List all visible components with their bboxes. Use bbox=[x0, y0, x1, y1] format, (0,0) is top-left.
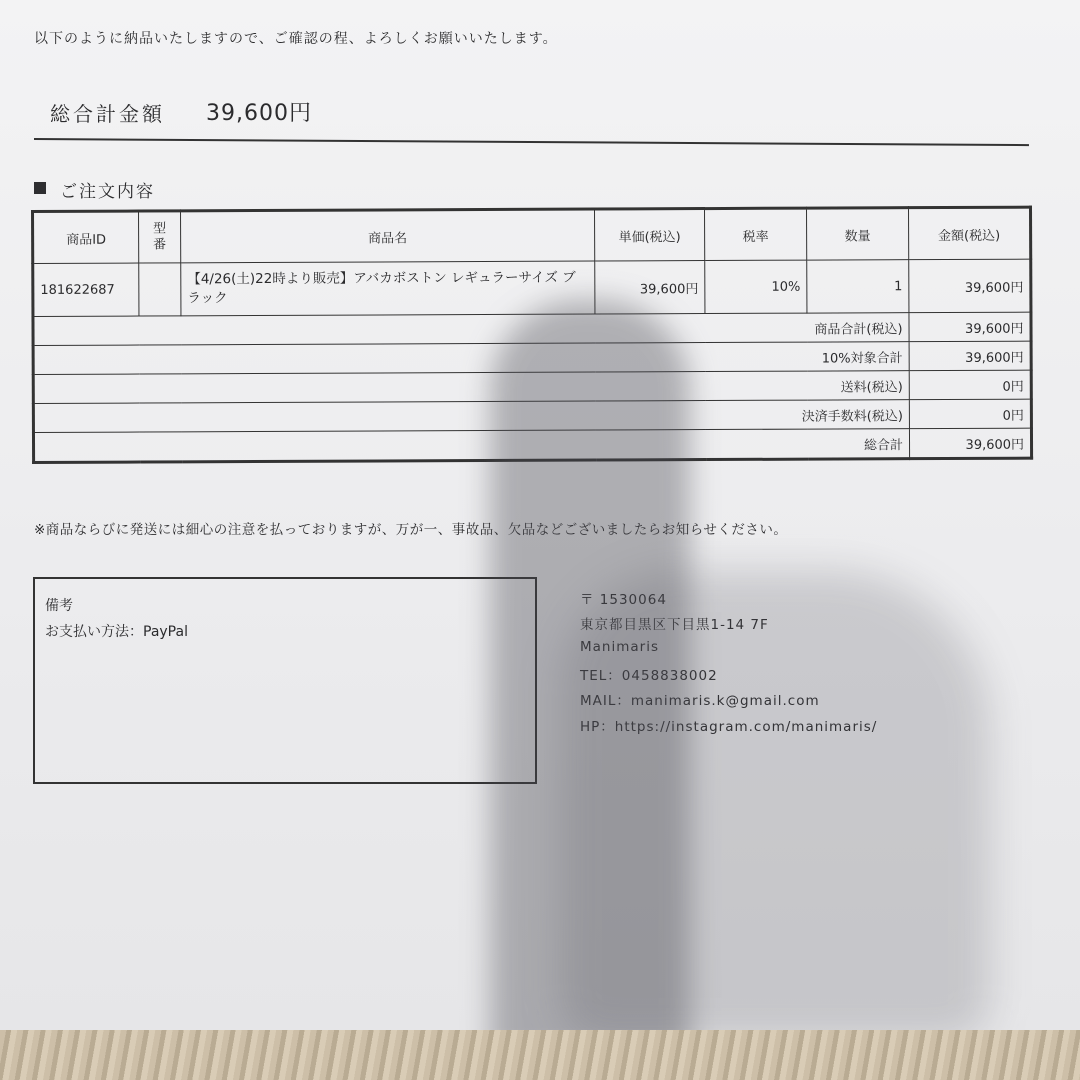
summary-value: 39,600円 bbox=[909, 428, 1031, 459]
header-model: 型番 bbox=[139, 211, 181, 263]
street-address: 東京都目黒区下目黒1-14 7F bbox=[580, 617, 769, 633]
email: MAIL：manimaris.k@gmail.com bbox=[580, 693, 820, 709]
grand-total-label: 総合計金額 bbox=[50, 102, 165, 126]
header-amount: 金額(税込) bbox=[908, 207, 1030, 260]
summary-label: 決済手数料(税込) bbox=[33, 400, 909, 433]
company-name: Manimaris bbox=[580, 639, 659, 655]
summary-value: 0円 bbox=[909, 399, 1031, 429]
telephone: TEL：0458838002 bbox=[580, 668, 718, 684]
summary-label: 10%対象合計 bbox=[33, 342, 909, 375]
cell-unit-price: 39,600円 bbox=[595, 261, 705, 314]
carpet-background bbox=[0, 1030, 1080, 1080]
summary-label: 商品合計(税込) bbox=[33, 313, 909, 346]
table-header-row bbox=[33, 207, 1031, 263]
total-underline bbox=[34, 138, 1029, 146]
remarks-title: 備考 bbox=[45, 598, 73, 614]
section-bullet-icon bbox=[34, 182, 46, 194]
summary-label: 総合計 bbox=[33, 429, 909, 463]
cell-quantity: 1 bbox=[807, 260, 909, 313]
cell-amount: 39,600円 bbox=[909, 259, 1031, 313]
payment-method: お支払い方法：PayPal bbox=[45, 624, 188, 640]
grand-total-value: 39,600円 bbox=[206, 101, 312, 126]
cell-product-id: 181622687 bbox=[33, 263, 139, 316]
header-product-id: 商品ID bbox=[33, 211, 139, 263]
intro-text: 以下のように納品いたしますので、ご確認の程、よろしくお願いいたします。 bbox=[34, 31, 558, 47]
summary-value: 39,600円 bbox=[909, 341, 1031, 371]
summary-label: 送料(税込) bbox=[33, 371, 909, 404]
cell-product-name: 【4/26(土)22時より販売】アバカボストン レギュラーサイズ ブラック bbox=[181, 261, 595, 316]
header-product-name: 商品名 bbox=[181, 209, 595, 263]
header-quantity: 数量 bbox=[806, 208, 908, 260]
homepage: HP：https://instagram.com/manimaris/ bbox=[580, 719, 878, 735]
summary-value: 0円 bbox=[909, 370, 1031, 400]
postal-code: 〒 1530064 bbox=[580, 592, 667, 608]
notice-text: ※商品ならびに発送には細心の注意を払っておりますが、万が一、事故品、欠品などございましたらお知らせください。 bbox=[34, 522, 788, 538]
cell-tax-rate: 10% bbox=[705, 260, 807, 313]
header-tax-rate: 税率 bbox=[705, 208, 807, 260]
remarks-box bbox=[33, 577, 537, 784]
header-unit-price: 単価(税込) bbox=[595, 209, 705, 261]
summary-value: 39,600円 bbox=[909, 312, 1031, 342]
phone-shadow bbox=[560, 570, 990, 1040]
cell-model bbox=[139, 263, 181, 316]
table-row bbox=[33, 259, 1031, 316]
section-title: ご注文内容 bbox=[60, 182, 155, 202]
